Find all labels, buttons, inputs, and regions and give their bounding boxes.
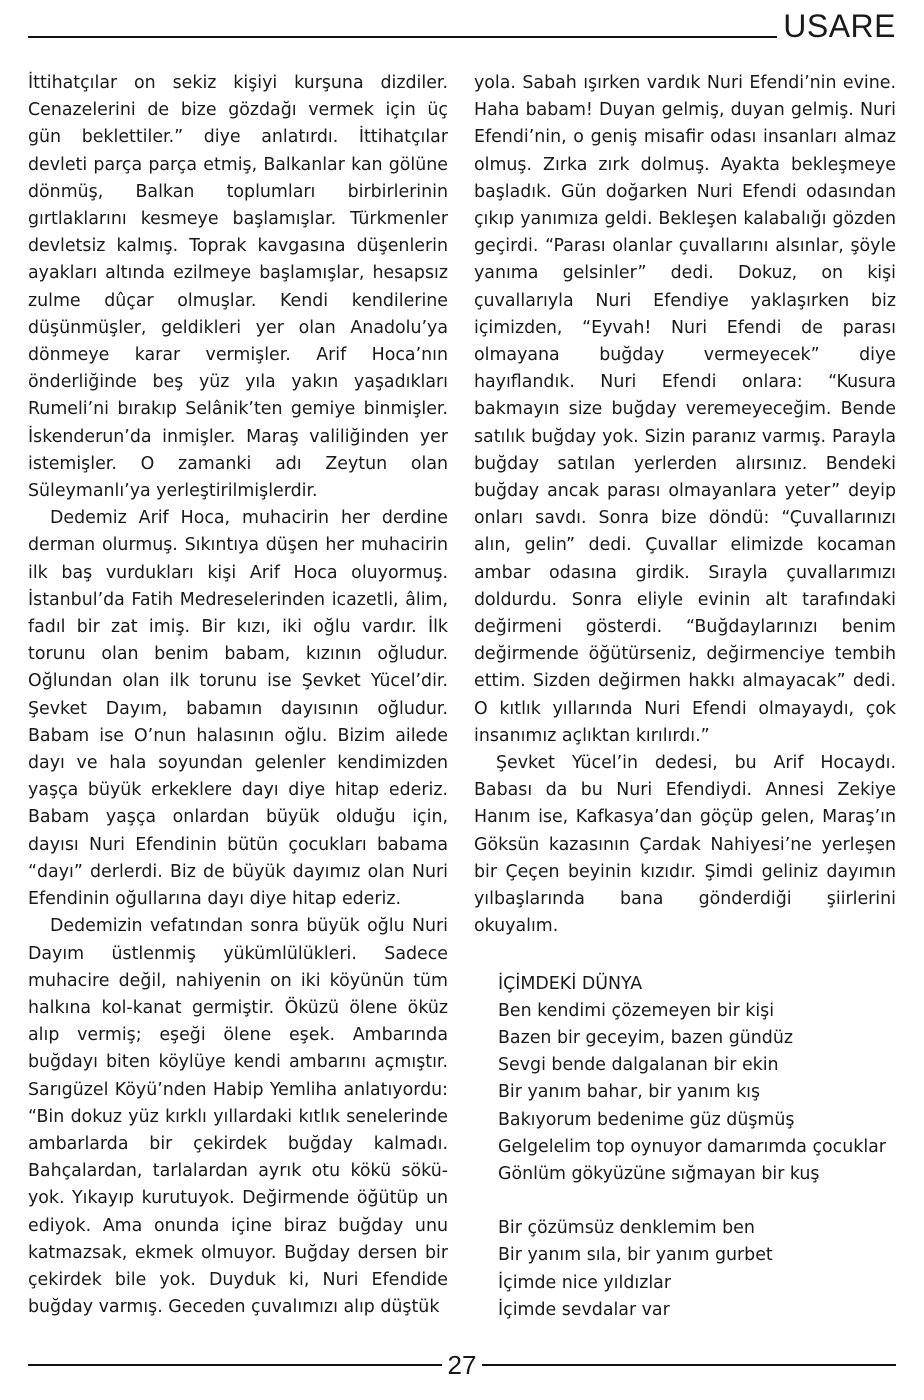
paragraph-3: Dedemizin vefatından sonra büyük oğlu Nuri Dayım üstlenmiş yükümlülükleri. Sadece muhacire değil, nahiyenin on iki köyünün tüm halkına kol-kanat germiştir. Öküzü ölene öküz alıp vermiş; eşeği ölene eşek. Ambarında buğdayı biten köylüye kendi ambarını açmıştır. Sarıgüzel Köyü’nden Habip Yemliha anlatıyordu: “Bin dokuz yüz kırklı yıllardaki kıtlık senelerinde ambarlarda bir çekirdek buğday kalmadı. Bahçalardan, tarlalardan ayrık otu kökü sökü-yok. Yıkayıp kurutuyok. Değirmende öğütüp un ediyok. Ama onunda içine biraz buğday unu katmazsak, ekmek olmuyor. Buğday dersen bir çekirdek bile yok. Duyduk ki, Nuri Efendide buğday varmış. Geceden çuvalımızı alıp düştük: [28, 916, 448, 1318]
poem-line: İçimde sevdalar var: [498, 1299, 670, 1320]
right-column: [474, 70, 896, 1324]
left-column: [28, 70, 448, 1321]
poem-stanza-2: [498, 1215, 896, 1324]
footer-rule-left: [28, 1364, 442, 1366]
poem-line: Bir yanım bahar, bir yanım kış: [498, 1082, 761, 1103]
footer-rule-right: [482, 1364, 896, 1366]
poem-line: Ben kendimi çözemeyen bir kişi: [498, 1000, 775, 1021]
poem-line: Gönlüm gökyüzüne sığmayan bir kuş: [498, 1163, 820, 1184]
poem-title: İÇİMDEKİ DÜNYA: [498, 973, 643, 994]
header-rule: [28, 36, 777, 38]
poem-line: İçimde nice yıldızlar: [498, 1272, 671, 1293]
poem-line: Bakıyorum bedenime güz düşmüş: [498, 1109, 795, 1130]
paragraph-4: yola. Sabah ışırken vardık Nuri Efendi’nin evine. Haha babam! Duyan gelmiş, duyan gelmiş. Nuri Efendi’nin, o geniş misafir odası insanları almaz olmuş. Zırka zırk dolmuş. Ayakta bekleşmeye başladık. Gün doğarken Nuri Efendi odasından çıkıp yanımıza geldi. Bekleşen kalabalığı gözden geçirdi. “Parası olanlar çuvallarını alsınlar, şöyle yanıma gelsinler” dedi. Dokuz, on kişi çuvallarıyla Nuri Efendiye yaklaşırken biz içimizden, “Eyvah! Nuri Efendi de parası olmayana buğday vermeyecek” diye hayıflandık. Nuri Efendi onlara: “Kusura bakmayın size buğday veremeyeceğim. Bende satılık buğday yok. Sizin paranız varmış. Parayla buğday satılan yerlerden alırsınız. Bendeki buğday ancak parası olmayanlara yeter” deyip onları savdı. Sonra bize döndü: “Çuvallarınızı alın, gelin” dedi. Çuvallar elimizde kocaman ambar odasına girdik. Sırayla çuvallarımızı doldurdu. Sonra eliyle evinin alt tarafındaki değirmeni gösterdi. “Buğdaylarınızı benim değirmende öğütürseniz, değirmenciye tembih ettim. Sizden değirmen hakkı almayacak” dedi. O kıtlık yıllarında Nuri Efendi olmayaydı, çok insanımız açlıktan kırılırdı.”: [474, 73, 896, 746]
poem-line: Bazen bir geceyim, bazen gündüz: [498, 1027, 793, 1048]
poem-line: Gelgelelim top oynuyor damarımda çocuklar: [498, 1136, 886, 1157]
page-header: [28, 8, 896, 44]
paragraph-2: Dedemiz Arif Hoca, muhacirin her derdine derman olurmuş. Sıkıntıya düşen her muhacirin ilk baş vurdukları kişi Arif Hoca oluyormuş. İstanbul’da Fatih Medreselerinden icazetli, âlim, fadıl bir zat imiş. Bir kızı, iki oğlu vardır. İlk torunu olan benim babam, kızının oğludur. Oğlundan olan ilk torunu ise Şevket Yücel’dir. Şevket Dayım, babamın dayısının oğludur. Babam ise O’nun halasının oğlu. Bizim ailede dayı ve hala soyundan gelenler kendimizden yaşça büyük erkeklere dayı diye hitap ederiz. Babam yaşça onlardan büyük olduğu için, dayısı Nuri Efendinin bütün çocukları babama “dayı” derlerdi. Biz de büyük dayımız olan Nuri Efendinin oğullarına dayı diye hitap ederiz.: [28, 508, 448, 910]
poem-line: Bir çözümsüz denklemim ben: [498, 1218, 755, 1239]
poem: [474, 971, 896, 1324]
poem-line: Sevgi bende dalgalanan bir ekin: [498, 1055, 779, 1076]
paragraph-1: İttihatçılar on sekiz kişiyi kurşuna dizdiler. Cenazelerini de bize gözdağı vermek için üç gün beklettiler.” diye anlatırdı. İttihatçılar devleti parça parça etmiş, Balkanlar kan gölüne dönmüş, Balkan toplumları birbirlerinin gırtlaklarını kesmeye başlamışlar. Türkmenler devletsiz kalmış. Toprak kavgasına düşenlerin ayakları altında ezilmeye başlamışlar, hesapsız zulme dûçar olmuşlar. Kendi kendilerine düşünmüşler, geldikleri yer olan Anadolu’ya dönmeye karar vermişler. Arif Hoca’nın önderliğinde beş yüz yıla yakın yaşadıkları Rumeli’ni bırakıp Selânik’ten gemiye binmişler. İskenderun’da inmişler. Maraş valiliğinden yer istemişler. O zamanki adı Zeytun olan Süleymanlı’ya yerleştirilmişlerdir.: [28, 73, 448, 502]
page-footer: [28, 1350, 896, 1380]
poem-line: Bir yanım sıla, bir yanım gurbet: [498, 1245, 773, 1266]
poem-stanza-1: [498, 971, 896, 1189]
magazine-title: USARE: [783, 8, 896, 44]
paragraph-5: Şevket Yücel’in dedesi, bu Arif Hocaydı. Babası da bu Nuri Efendiydi. Annesi Zekiye Hanım ise, Kafkasya’dan göçüp gelen, Maraş’ın Göksün kazasının Çardak Nahiyesi’ne yerleşen bir Çeçen beyinin kızıdır. Şimdi geliniz dayımın yılbaşlarında bana gönderdiği şiirlerini okuyalım.: [474, 753, 896, 937]
page-number: 27: [447, 1349, 477, 1380]
